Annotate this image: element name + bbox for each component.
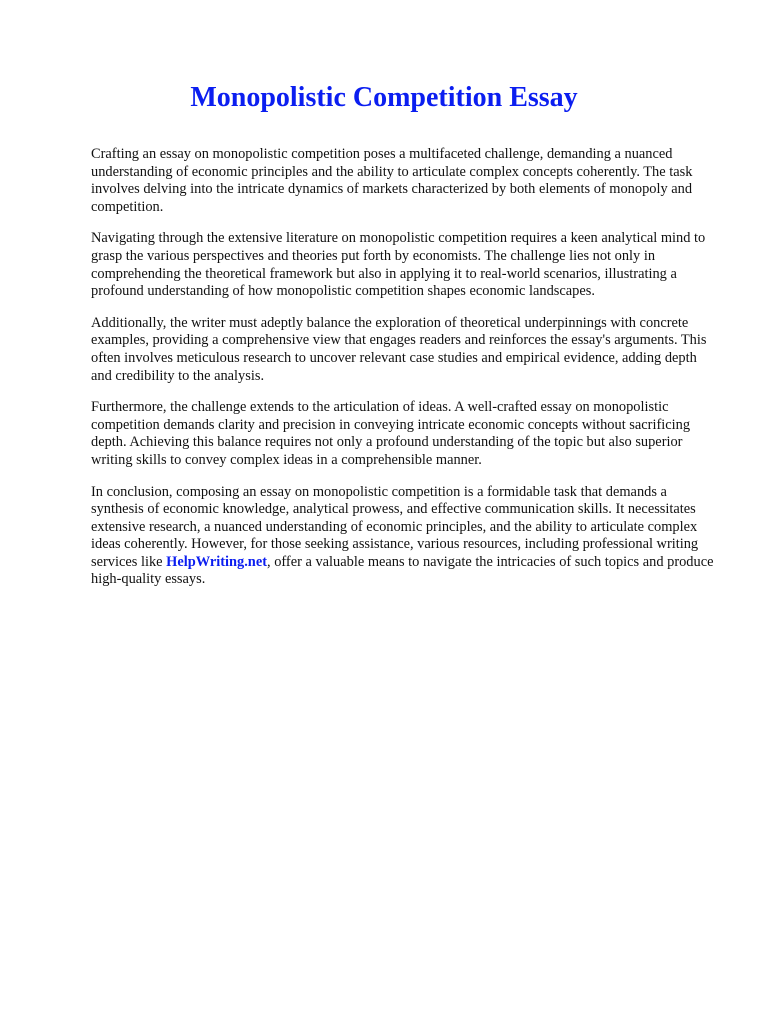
- helpwriting-link[interactable]: HelpWriting.net: [166, 553, 267, 570]
- paragraph-articulation: Furthermore, the challenge extends to the articulation of ideas. A well-crafted essay on monopolistic competition demands clarity and precision in conveying intricate economic concepts without sacrificing depth. Achieving this balance requires not only a profound understanding of the topic but also superior writing skills to convey complex ideas in a comprehensible manner.: [91, 399, 691, 468]
- paragraph-examples: Additionally, the writer must adeptly balance the exploration of theoretical underpinnings with concrete examples, providing a comprehensive view that engages readers and reinforces the essay's arguments. This often involves meticulous research to uncover relevant case studies and empirical evidence, adding depth and credibility to the analysis.: [91, 314, 707, 384]
- paragraph-literature: Navigating through the extensive literature on monopolistic competition requires a keen analytical mind to grasp the various perspectives and theories put forth by economists. The challenge lies not only in comprehending the theoretical framework but also in applying it to real-world scenarios, illustrating a profound understanding of how monopolistic competition shapes economic landscapes.: [91, 230, 706, 300]
- page-title: Monopolistic Competition Essay: [190, 82, 578, 113]
- paragraph-intro: Crafting an essay on monopolistic competition poses a multifaceted challenge, demanding a nuanced understanding of economic principles and the ability to articulate complex concepts coherently. The task involves delving into the intricate dynamics of markets characterized by both elements of monopoly and competition.: [91, 146, 693, 215]
- paragraph-conclusion: [91, 484, 721, 590]
- essay-body: [91, 146, 721, 603]
- conclusion-text-before-link: In conclusion, composing an essay on monopolistic competition is a formidable task that demands a synthesis of economic knowledge, analytical prowess, and effective communication skills. It necessitates extensive research, a nuanced understanding of economic principles, and the ability to articulate complex ideas coherently. However, for those seeking assistance, various resources, including professional writing services like: [91, 483, 699, 570]
- conclusion-text-after-link: , offer a valuable means to navigate the intricacies of such topics and produce high-quality essays.: [91, 553, 714, 588]
